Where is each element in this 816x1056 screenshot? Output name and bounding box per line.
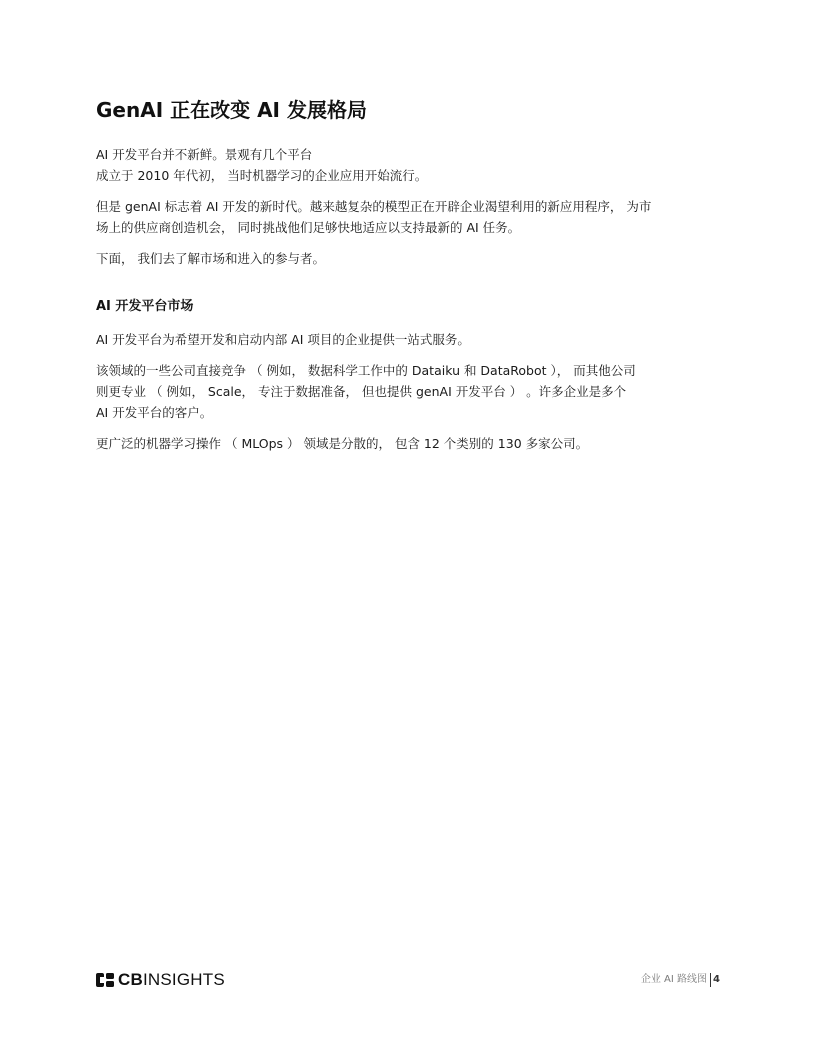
intro-paragraph-1-line-2: 成立于 2010 年代初， 当时机器学习的企业应用开始流行。 bbox=[96, 168, 428, 183]
page-title: GenAI 正在改变 AI 发展格局 bbox=[96, 98, 367, 122]
section-paragraph-3: 更广泛的机器学习操作 （ MLOps ） 领域是分散的， 包含 12 个类别的 130 多家公司。 bbox=[96, 436, 589, 451]
page-footer bbox=[96, 968, 720, 992]
document-label: 企业 AI 路线图 bbox=[640, 974, 708, 985]
footer-page-info bbox=[641, 972, 720, 988]
page-number: 4 bbox=[713, 974, 720, 985]
section-paragraph-2-line-2: 则更专业 （ 例如， Scale， 专注于数据准备， 但也提供 genAI 开发平台 ） 。许多企业是多个 bbox=[96, 384, 627, 399]
section-heading: AI 开发平台市场 bbox=[96, 299, 194, 314]
logo-wordmark: CBINSIGHTS bbox=[118, 970, 225, 989]
intro-paragraph-1-line-1: AI 开发平台并不新鲜。景观有几个平台 bbox=[96, 147, 313, 162]
intro-paragraph-1 bbox=[96, 144, 720, 186]
intro-paragraph-2-line-2: 场上的供应商创造机会， 同时挑战他们足够快地适应以支持最新的 AI 任务。 bbox=[96, 220, 521, 235]
section-paragraph-2-line-3: AI 开发平台的客户。 bbox=[96, 405, 213, 420]
cb-insights-logo bbox=[96, 970, 225, 990]
cb-insights-logo-icon bbox=[96, 973, 114, 987]
section-paragraph-2 bbox=[96, 360, 720, 423]
intro-paragraph-2-line-1: 但是 genAI 标志着 AI 开发的新时代。越来越复杂的模型正在开辟企业渴望利用的新应用程序， 为市 bbox=[96, 199, 652, 214]
section-paragraph-2-line-1: 该领域的一些公司直接竞争 （ 例如， 数据科学工作中的 Dataiku 和 DataRobot ）， 而其他公司 bbox=[96, 363, 636, 378]
intro-paragraph-2 bbox=[96, 196, 720, 238]
section-paragraph-1: AI 开发平台为希望开发和启动内部 AI 项目的企业提供一站式服务。 bbox=[96, 332, 470, 347]
intro-paragraph-3: 下面， 我们去了解市场和进入的参与者。 bbox=[96, 251, 325, 266]
footer-divider bbox=[710, 973, 711, 987]
page-content bbox=[96, 96, 720, 464]
